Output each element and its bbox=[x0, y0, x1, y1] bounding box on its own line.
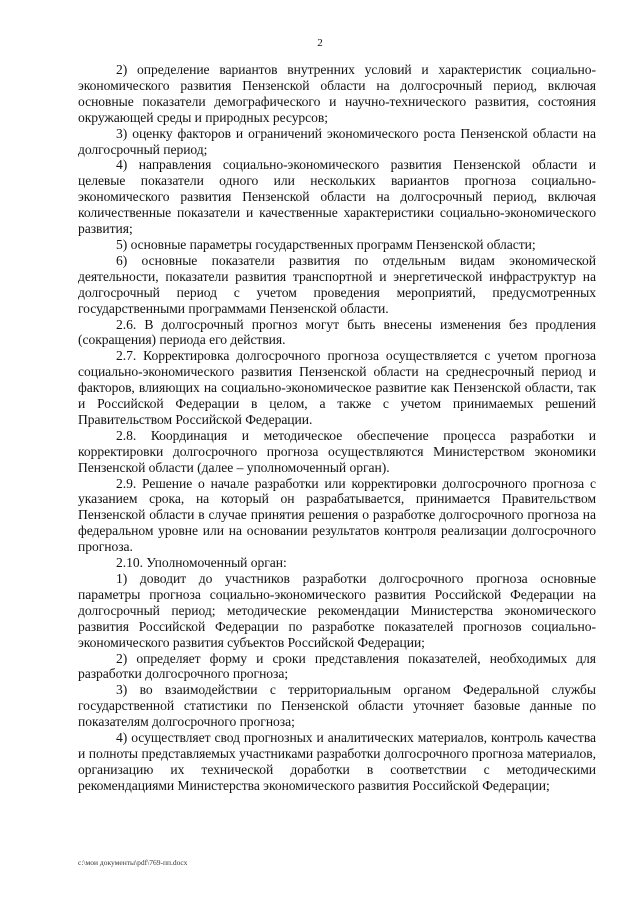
page-number: 2 bbox=[317, 37, 323, 49]
document-body bbox=[78, 62, 596, 794]
footer-file-path: c:\мои документы\pdf\769-пп.docx bbox=[78, 858, 188, 867]
paragraph-2-6: 2.6. В долгосрочный прогноз могут быть внесены изменения без продления (сокращения) периода его действия. bbox=[78, 316, 596, 348]
paragraph-item-2: 2) определение вариантов внутренних условий и характеристик социально-экономического развития Пензенской области на долгосрочный период, включая основные показатели демографического и научно-технического развития, состояния окружающей среды и природных ресурсов; bbox=[78, 62, 596, 125]
paragraph-2-7: 2.7. Корректировка долгосрочного прогноза осуществляется с учетом прогноза социально-экономического развития Пензенской области на среднесрочный период и факторов, влияющих на социально-экономическое развитие как Пензенской области, так и Российской Федерации в целом, а также с учетом принимаемых решений Правительством Российской Федерации. bbox=[78, 348, 596, 427]
paragraph-2-10-item-1: 1) доводит до участников разработки долгосрочного прогноза основные параметры прогноза социально-экономического развития Российской Федерации на долгосрочный период; методические рекомендации Министерства экономического развития Российской Федерации по разработке показателей прогнозов социально-экономического развития субъектов Российской Федерации; bbox=[78, 571, 596, 650]
paragraph-item-6: 6) основные показатели развития по отдельным видам экономической деятельности, показатели развития транспортной и энергетической инфраструктур на долгосрочный период с учетом проведения мероприятий, предусмотренных государственными программами Пензенской области. bbox=[78, 252, 596, 316]
paragraph-2-9: 2.9. Решение о начале разработки или корректировки долгосрочного прогноза с указанием срока, на который он разрабатывается, принимается Правительством Пензенской области в случае принятия решения о разработке долгосрочного прогноза на федеральном уровне или на основании результатов контроля реализации долгосрочного прогноза. bbox=[78, 475, 596, 555]
paragraph-item-3: 3) оценку факторов и ограничений экономического роста Пензенской области на долгосрочный период; bbox=[78, 125, 596, 157]
paragraph-2-10: 2.10. Уполномоченный орган: bbox=[116, 555, 287, 571]
paragraph-2-10-item-2: 2) определяет форму и сроки представления показателей, необходимых для разработки долгосрочного прогноза; bbox=[78, 650, 596, 682]
paragraph-item-4: 4) направления социально-экономического развития Пензенской области и целевые показатели одного или нескольких вариантов прогноза социально-экономического развития Пензенской области на долгосрочный период, включая количественные показатели и качественные характеристики социально-экономического развития; bbox=[78, 157, 596, 237]
paragraph-2-10-item-3: 3) во взаимодействии с территориальным органом Федеральной службы государственной статистики по Пензенской области уточняет базовые данные по показателям долгосрочного прогноза; bbox=[78, 682, 596, 730]
paragraph-2-8: 2.8. Координация и методическое обеспечение процесса разработки и корректировки долгосрочного прогноза осуществляются Министерством экономики Пензенской области (далее – уполномоченный орган). bbox=[78, 427, 596, 475]
paragraph-2-10-item-4: 4) осуществляет свод прогнозных и аналитических материалов, контроль качества и полноты представляемых участниками разработки долгосрочного прогноза материалов, организацию их технической доработки в соответствии с методическими рекомендациями Министерства экономического развития Российской Федерации; bbox=[78, 730, 596, 793]
paragraph-item-5: 5) основные параметры государственных программ Пензенской области; bbox=[116, 236, 536, 252]
